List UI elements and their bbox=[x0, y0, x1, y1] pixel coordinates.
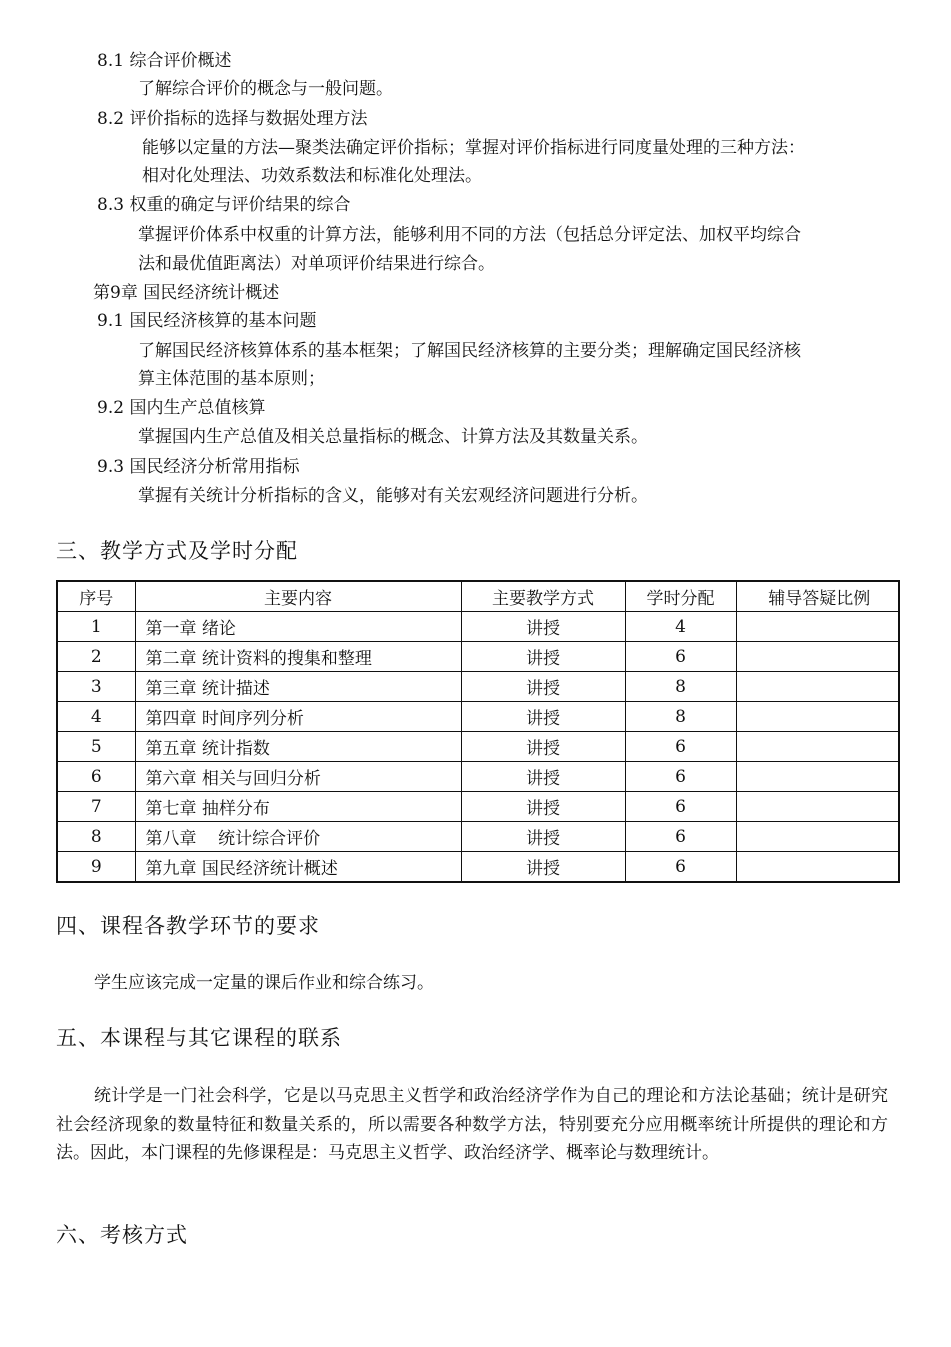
cell-index: 3 bbox=[57, 672, 135, 702]
section-5-body: 统计学是一门社会科学，它是以马克思主义哲学和政治经济学作为自己的理论和方法论基础；统计是研究社会经济现象的数量特征和数量关系的，所以需要各种数学方法，特别要充分应用概率统计所提供的理论和方法。因此，本门课程的先修课程是：马克思主义哲学、政治经济学、概率论与数理统计。 bbox=[56, 1086, 888, 1163]
col-header-method: 主要教学方式 bbox=[461, 581, 625, 612]
cell-tutoring-ratio bbox=[736, 762, 899, 792]
cell-content: 第九章 国民经济统计概述 bbox=[135, 852, 461, 883]
cell-index: 1 bbox=[57, 612, 135, 642]
cell-tutoring-ratio bbox=[736, 612, 899, 642]
col-header-content: 主要内容 bbox=[135, 581, 461, 612]
chapter-9-title: 第9章 国民经济统计概述 bbox=[93, 283, 280, 303]
cell-method: 讲授 bbox=[461, 852, 625, 883]
col-header-tutoring-ratio: 辅导答疑比例 bbox=[736, 581, 899, 612]
cell-index: 2 bbox=[57, 642, 135, 672]
teaching-schedule-table bbox=[56, 580, 900, 883]
cell-index: 4 bbox=[57, 702, 135, 732]
section-9-1-body-line1: 了解国民经济核算体系的基本框架；了解国民经济核算的主要分类；理解确定国民经济核 bbox=[138, 341, 801, 361]
section-3-heading: 三、教学方式及学时分配 bbox=[56, 539, 298, 563]
cell-content: 第五章 统计指数 bbox=[135, 732, 461, 762]
cell-index: 9 bbox=[57, 852, 135, 883]
table-row bbox=[57, 852, 899, 883]
table-row bbox=[57, 732, 899, 762]
cell-content: 第六章 相关与回归分析 bbox=[135, 762, 461, 792]
section-8-3-body-line1: 掌握评价体系中权重的计算方法，能够利用不同的方法（包括总分评定法、加权平均综合 bbox=[138, 225, 801, 245]
cell-tutoring-ratio bbox=[736, 702, 899, 732]
col-header-hours: 学时分配 bbox=[625, 581, 736, 612]
cell-tutoring-ratio bbox=[736, 792, 899, 822]
cell-hours: 6 bbox=[625, 852, 736, 883]
section-9-1-title: 9.1 国民经济核算的基本问题 bbox=[97, 311, 317, 331]
cell-hours: 6 bbox=[625, 732, 736, 762]
table-header-row bbox=[57, 581, 899, 612]
cell-tutoring-ratio bbox=[736, 852, 899, 883]
table-row bbox=[57, 612, 899, 642]
cell-content: 第三章 统计描述 bbox=[135, 672, 461, 702]
section-9-3-body: 掌握有关统计分析指标的含义，能够对有关宏观经济问题进行分析。 bbox=[138, 486, 648, 506]
table-row bbox=[57, 702, 899, 732]
col-header-index: 序号 bbox=[57, 581, 135, 612]
section-8-2-body-line1: 能够以定量的方法—聚类法确定评价指标；掌握对评价指标进行同度量处理的三种方法： bbox=[142, 138, 805, 158]
cell-method: 讲授 bbox=[461, 822, 625, 852]
section-9-2-body: 掌握国内生产总值及相关总量指标的概念、计算方法及其数量关系。 bbox=[138, 427, 648, 447]
section-4-heading: 四、课程各教学环节的要求 bbox=[56, 914, 320, 938]
cell-tutoring-ratio bbox=[736, 822, 899, 852]
cell-content: 第一章 绪论 bbox=[135, 612, 461, 642]
cell-hours: 6 bbox=[625, 792, 736, 822]
cell-method: 讲授 bbox=[461, 612, 625, 642]
cell-content: 第四章 时间序列分析 bbox=[135, 702, 461, 732]
section-5-heading: 五、本课程与其它课程的联系 bbox=[56, 1026, 342, 1050]
section-6-heading: 六、考核方式 bbox=[56, 1223, 188, 1247]
section-8-2-title: 8.2 评价指标的选择与数据处理方法 bbox=[97, 109, 368, 129]
cell-hours: 8 bbox=[625, 702, 736, 732]
cell-index: 7 bbox=[57, 792, 135, 822]
cell-index: 5 bbox=[57, 732, 135, 762]
cell-method: 讲授 bbox=[461, 732, 625, 762]
cell-content: 第二章 统计资料的搜集和整理 bbox=[135, 642, 461, 672]
cell-method: 讲授 bbox=[461, 672, 625, 702]
cell-hours: 6 bbox=[625, 642, 736, 672]
cell-hours: 6 bbox=[625, 822, 736, 852]
section-8-3-body-line2: 法和最优值距离法）对单项评价结果进行综合。 bbox=[138, 254, 495, 274]
cell-index: 6 bbox=[57, 762, 135, 792]
cell-content: 第七章 抽样分布 bbox=[135, 792, 461, 822]
table-row bbox=[57, 792, 899, 822]
section-8-3-title: 8.3 权重的确定与评价结果的综合 bbox=[97, 195, 351, 215]
cell-method: 讲授 bbox=[461, 762, 625, 792]
section-8-1-title: 8.1 综合评价概述 bbox=[97, 51, 232, 71]
table-row bbox=[57, 672, 899, 702]
table-row bbox=[57, 642, 899, 672]
cell-tutoring-ratio bbox=[736, 672, 899, 702]
cell-method: 讲授 bbox=[461, 792, 625, 822]
cell-index: 8 bbox=[57, 822, 135, 852]
table-row bbox=[57, 762, 899, 792]
table-row bbox=[57, 822, 899, 852]
section-8-2-body-line2: 相对化处理法、功效系数法和标准化处理法。 bbox=[142, 166, 482, 186]
cell-hours: 8 bbox=[625, 672, 736, 702]
section-9-2-title: 9.2 国内生产总值核算 bbox=[97, 398, 266, 418]
section-4-body: 学生应该完成一定量的课后作业和综合练习。 bbox=[94, 973, 434, 993]
section-9-3-title: 9.3 国民经济分析常用指标 bbox=[97, 457, 300, 477]
cell-method: 讲授 bbox=[461, 642, 625, 672]
cell-hours: 6 bbox=[625, 762, 736, 792]
cell-hours: 4 bbox=[625, 612, 736, 642]
section-9-1-body-line2: 算主体范围的基本原则； bbox=[138, 369, 325, 389]
cell-tutoring-ratio bbox=[736, 732, 899, 762]
cell-content: 第八章 统计综合评价 bbox=[135, 822, 461, 852]
cell-method: 讲授 bbox=[461, 702, 625, 732]
section-8-1-body: 了解综合评价的概念与一般问题。 bbox=[138, 79, 393, 99]
cell-tutoring-ratio bbox=[736, 642, 899, 672]
